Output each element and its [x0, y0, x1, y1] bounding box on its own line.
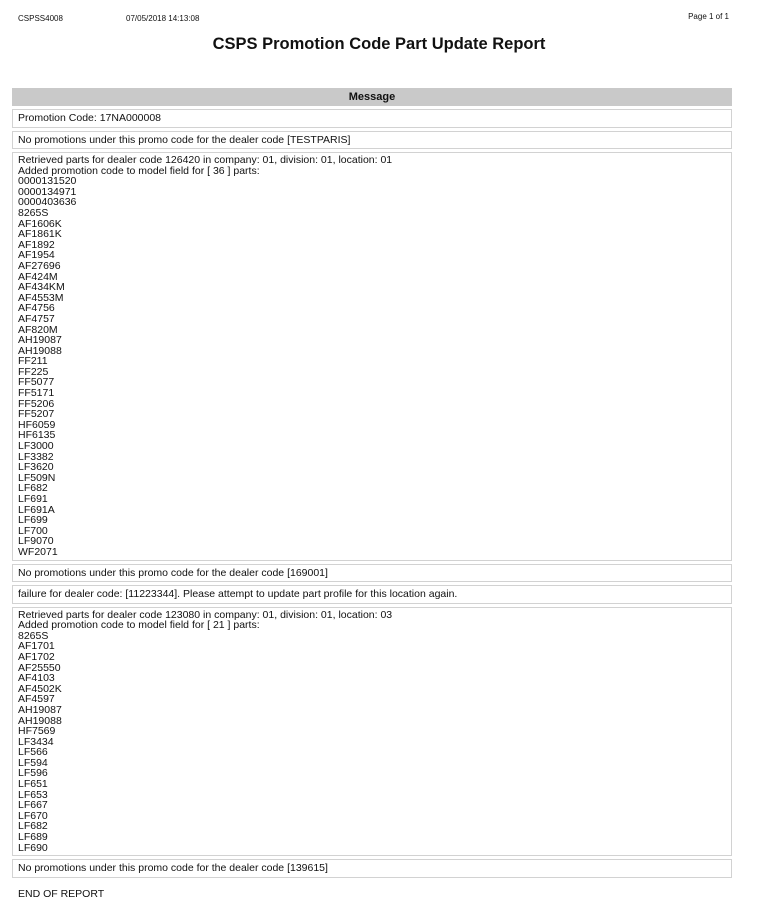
message-line: AF25550 [18, 661, 61, 674]
end-of-report: END OF REPORT [18, 888, 105, 900]
message-cell [12, 859, 732, 878]
message-line: AF4103 [18, 672, 55, 685]
message-line: 0000134971 [18, 185, 77, 198]
message-line: AH19088 [18, 344, 62, 357]
message-line: LF651 [18, 778, 48, 791]
message-line: Retrieved parts for dealer code 126420 in company: 01, division: 01, location: 01 [18, 154, 393, 166]
message-line: AH19087 [18, 703, 62, 716]
message-line: AF4553M [18, 291, 64, 304]
message-line: LF691 [18, 493, 48, 505]
message-line: LF690 [18, 841, 48, 854]
message-line: LF670 [18, 809, 48, 822]
message-line: LF682 [18, 820, 48, 833]
message-line: 8265S [18, 206, 49, 219]
message-line: LF594 [18, 756, 48, 769]
message-line: LF699 [18, 514, 48, 527]
message-line: FF5077 [18, 376, 55, 389]
message-line: No promotions under this promo code for the dealer code [139615] [18, 862, 328, 875]
message-cell [12, 564, 732, 583]
message-cell [12, 109, 732, 128]
message-line: No promotions under this promo code for the dealer code [169001] [18, 566, 328, 579]
message-line: FF5206 [18, 397, 55, 410]
message-line: AF1954 [18, 249, 55, 262]
message-cell [12, 607, 732, 857]
table-row [12, 564, 732, 583]
message-line: AF434KM [18, 281, 65, 294]
message-table [12, 85, 732, 881]
table-row [12, 131, 732, 150]
message-line: FF225 [18, 365, 49, 378]
table-row [12, 585, 732, 604]
message-cell [12, 131, 732, 150]
message-line: AF1702 [18, 650, 55, 663]
message-line: HF7569 [18, 725, 56, 738]
message-line: AF4502K [18, 682, 62, 695]
message-line: AF4597 [18, 693, 55, 706]
message-line: 0000131520 [18, 175, 77, 188]
report-title: CSPS Promotion Code Part Update Report [212, 35, 546, 53]
column-header-message: Message [12, 88, 732, 106]
page-number: Page 1 of 1 [688, 12, 729, 21]
message-line: 8265S [18, 629, 49, 642]
message-line: AF424M [18, 270, 58, 283]
message-line: HF6059 [18, 418, 56, 431]
message-line: LF9070 [18, 535, 54, 548]
message-line: LF653 [18, 788, 48, 801]
message-line: LF3000 [18, 440, 54, 453]
message-line: LF667 [18, 799, 48, 812]
message-line: AF820M [18, 323, 58, 336]
report-id: CSPSS4008 [18, 14, 63, 23]
message-line: LF566 [18, 746, 48, 759]
message-line: LF700 [18, 524, 48, 537]
message-line: LF3382 [18, 450, 54, 463]
message-line: AF1701 [18, 640, 55, 653]
message-line: LF682 [18, 482, 48, 495]
table-row [12, 109, 732, 128]
message-line: Added promotion code to model field for [ 36 ] parts: [18, 164, 260, 177]
message-line: Promotion Code: 17NA000008 [18, 112, 162, 124]
message-line: AH19087 [18, 334, 62, 347]
message-line: HF6135 [18, 429, 56, 442]
message-line: FF5207 [18, 408, 55, 421]
message-line: AF1892 [18, 238, 55, 251]
message-cell [12, 152, 732, 561]
message-line: AF1861K [18, 228, 62, 241]
table-body [12, 109, 732, 878]
message-line: AF4757 [18, 312, 55, 325]
message-line: failure for dealer code: [11223344]. Please attempt to update part profile for this location again. [18, 588, 458, 601]
table-row [12, 152, 732, 561]
table-row [12, 607, 732, 857]
message-line: LF3620 [18, 461, 54, 474]
message-line: Retrieved parts for dealer code 123080 in company: 01, division: 01, location: 03 [18, 608, 393, 621]
message-line: Added promotion code to model field for [ 21 ] parts: [18, 619, 260, 632]
table-header-row [12, 88, 732, 106]
message-line: LF3434 [18, 735, 54, 748]
message-line: AH19088 [18, 714, 62, 727]
message-line: LF689 [18, 831, 48, 844]
message-line: WF2071 [18, 545, 58, 558]
message-line: LF691A [18, 503, 55, 516]
message-line: LF596 [18, 767, 48, 780]
message-line: AF1606K [18, 217, 62, 230]
message-line: FF211 [18, 355, 48, 368]
report-datetime: 07/05/2018 14:13:08 [126, 14, 200, 23]
table-row [12, 859, 732, 878]
message-line: 0000403636 [18, 196, 77, 209]
message-line: AF27696 [18, 259, 61, 272]
message-line: FF5171 [18, 387, 55, 400]
message-line: No promotions under this promo code for the dealer code [TESTPARIS] [18, 133, 351, 146]
message-line: LF509N [18, 471, 56, 484]
message-cell [12, 585, 732, 604]
message-line: AF4756 [18, 302, 55, 315]
